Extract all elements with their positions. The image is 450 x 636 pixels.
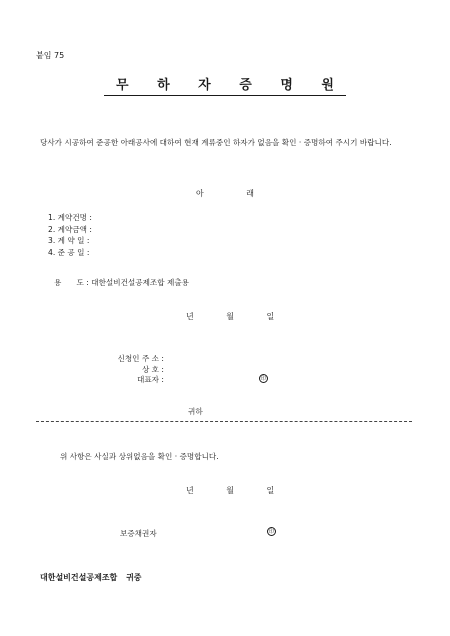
addressee: 귀하 (188, 407, 203, 416)
applicant-company-row (97, 365, 164, 376)
application-date (186, 311, 274, 322)
guarantor-label: 보증채권자 (120, 529, 157, 538)
application-date-text: 년 월 일 (186, 312, 275, 321)
notice-heading (0, 188, 450, 199)
cut-line-divider (36, 421, 412, 422)
footer-recipient-text: 대한설비건설공제조합 귀중 (40, 573, 142, 582)
form-number: 붙임 75 (36, 51, 65, 60)
applicant-address-text: 주 소 : (141, 354, 164, 363)
footer-recipient (40, 572, 142, 583)
applicant-block (97, 354, 164, 386)
applicant-company-label: 상 호 : (141, 364, 164, 374)
applicant-seal-icon: 印 (260, 376, 266, 382)
contract-item-name: 1. 계약건명 : (48, 213, 92, 222)
applicant-address-label (118, 354, 165, 365)
applicant-representative-label: 대표자 : (137, 375, 164, 384)
guarantor-seal-icon: 印 (268, 529, 274, 535)
applicant-prefix: 신청인 (117, 354, 140, 363)
contract-item-amount: 2. 계약금액 : (48, 224, 92, 234)
notice-heading-text: 아 래 (196, 189, 254, 198)
confirmation-text: 위 사항은 사실과 상위없음을 확인 · 증명합니다. (60, 452, 219, 461)
request-paragraph: 당사가 시공하여 준공한 아래공사에 대하여 현재 계류중인 하자가 없음을 확인 · 증명하여 주시기 바랍니다. (40, 138, 392, 147)
contract-item-completion: 4. 준 공 일 : (48, 247, 90, 257)
applicant-address-row (97, 354, 164, 365)
document-title-text: 무 하 자 증 명 원 (104, 74, 346, 96)
contract-items-list (48, 212, 92, 258)
confirmation-date-text: 년 월 일 (186, 486, 275, 495)
document-title (0, 74, 450, 96)
confirmation-date (186, 485, 274, 496)
applicant-representative-row (97, 375, 164, 386)
contract-item-date: 3. 계 약 일 : (48, 236, 90, 245)
usage-line: 용 도 : 대한설비건설공제조합 제출용 (54, 278, 190, 287)
